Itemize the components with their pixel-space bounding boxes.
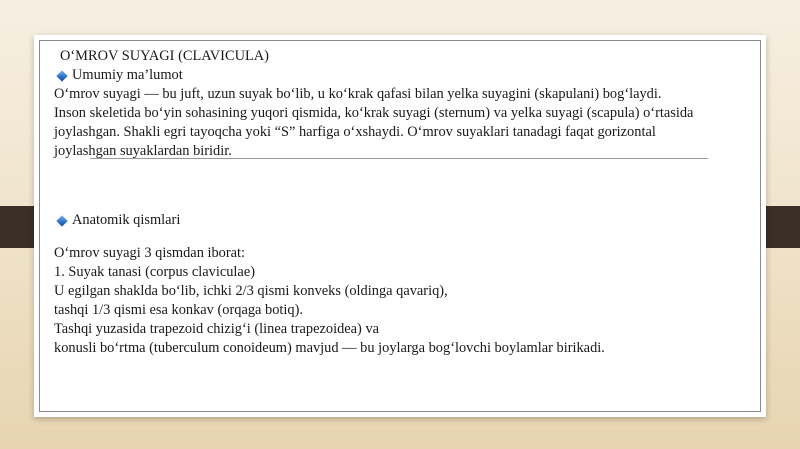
slide-card <box>34 35 766 417</box>
paragraph-line: O‘mrov suyagi 3 qismdan iborat: <box>54 245 246 261</box>
slide-title: O‘MROV SUYAGI (CLAVICULA) <box>60 48 269 64</box>
paragraph-line: Inson skeletida bo‘yin sohasining yuqori qismida, ko‘krak suyagi (sternum) va yelka suyagi (scapula) o‘rtasida <box>54 105 694 121</box>
blue-diamond-bullet-icon <box>56 215 67 226</box>
section-heading-general <box>54 66 754 85</box>
section-heading-anatomy <box>54 211 754 230</box>
paragraph-line: Tashqi yuzasida trapezoid chizig‘i (linea trapezoidea) va <box>54 321 380 337</box>
paragraph-line: tashqi 1/3 qismi esa konkav (orqaga botiq). <box>54 302 303 318</box>
blue-diamond-bullet-icon <box>56 70 67 81</box>
paragraph-line: 1. Suyak tanasi (corpus claviculae) <box>54 264 255 280</box>
paragraph-line: joylashgan. Shakli egri tayoqcha yoki “S” harfiga o‘xshaydi. O‘mrov suyaklari tanadagi faqat gorizontal <box>54 124 656 140</box>
paragraph-line: joylashgan suyaklardan biridir. <box>54 143 232 159</box>
paragraph-line: O‘mrov suyagi — bu juft, uzun suyak bo‘lib, u ko‘krak qafasi bilan yelka suyagini (skapulani) bog‘laydi. <box>54 86 662 102</box>
slide-content <box>54 47 754 358</box>
section-heading-label: Umumiy ma’lumot <box>72 67 183 83</box>
paragraph-line: U egilgan shaklda bo‘lib, ichki 2/3 qismi konveks (oldinga qavariq), <box>54 283 448 299</box>
paragraph-line: konusli bo‘rtma (tuberculum conoideum) mavjud — bu joylarga bog‘lovchi boylamlar birikadi. <box>54 340 605 356</box>
section-heading-label: Anatomik qismlari <box>72 212 181 228</box>
